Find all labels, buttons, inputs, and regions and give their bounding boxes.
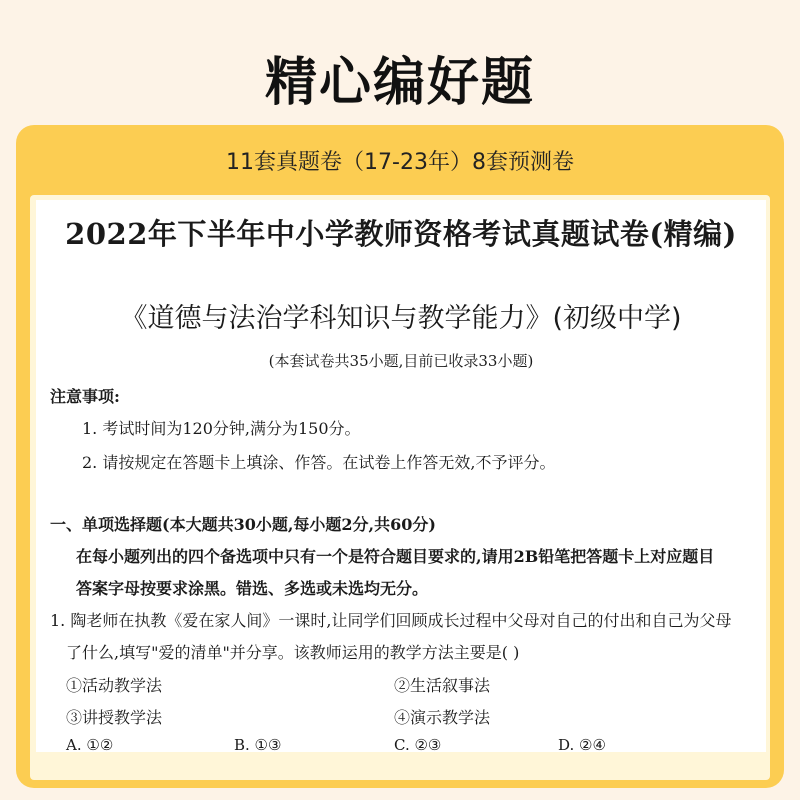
question-option: ③讲授教学法 — [66, 708, 163, 727]
exam-title: 2022年下半年中小学教师资格考试真题试卷(精编) — [65, 217, 737, 251]
banner-subtitle: 11套真题卷（17-23年）8套预测卷 — [226, 150, 574, 175]
subject-title: 《道德与法治学科知识与教学能力》(初级中学) — [120, 303, 682, 334]
notice-heading: 注意事项: — [50, 387, 120, 406]
section-instruction: 答案字母按要求涂黑。错选、多选或未选均无分。 — [76, 579, 429, 598]
answer-choice-d: D. ②④ — [558, 736, 606, 752]
question-text: 1. 陶老师在执教《爱在家人间》一课时,让同学们回顾成长过程中父母对自己的付出和自己为父母 — [50, 611, 732, 630]
section-instruction: 在每小题列出的四个备选项中只有一个是符合题目要求的,请用2B铅笔把答题卡上对应题目 — [76, 547, 715, 566]
question-option: ④演示教学法 — [394, 708, 491, 727]
section-heading: 一、单项选择题(本大题共30小题,每小题2分,共60分) — [50, 515, 436, 534]
question-option: ②生活叙事法 — [394, 676, 491, 695]
collection-note: (本套试卷共35小题,目前已收录33小题) — [268, 352, 534, 370]
answer-choice-a: A. ①② — [66, 736, 114, 752]
answer-choice-c: C. ②③ — [394, 736, 442, 752]
notice-item: 2. 请按规定在答题卡上填涂、作答。在试卷上作答无效,不予评分。 — [82, 453, 556, 472]
page-title: 精心编好题 — [264, 53, 535, 113]
notice-item: 1. 考试时间为120分钟,满分为150分。 — [82, 419, 361, 438]
exam-paper-preview — [36, 200, 766, 752]
question-text: 了什么,填写"爱的清单"并分享。该教师运用的教学方法主要是( ) — [66, 643, 520, 662]
answer-choice-b: B. ①③ — [234, 736, 282, 752]
question-option: ①活动教学法 — [66, 676, 163, 695]
